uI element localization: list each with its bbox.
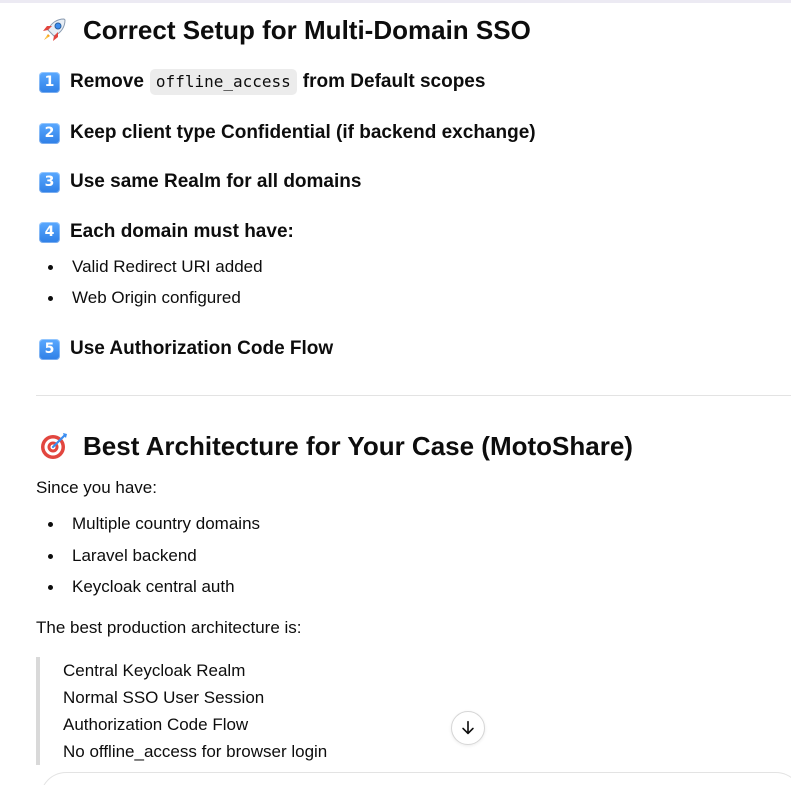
quote-line: Central Keycloak Realm — [63, 661, 246, 680]
section-title-text: Best Architecture for Your Case (MotoShare) — [83, 431, 633, 461]
step-2-text: Keep client type Confidential (if backend exchange) — [70, 122, 536, 143]
keycap-5-icon: 5 — [39, 339, 60, 360]
arrow-down-icon — [459, 719, 477, 737]
scroll-to-bottom-button[interactable] — [451, 711, 485, 745]
step-4 — [39, 219, 294, 245]
rocket-icon — [39, 15, 69, 45]
keycap-1-icon: 1 — [39, 72, 60, 93]
section-heading-setup — [36, 14, 531, 46]
step-1-after: from Default scopes — [302, 71, 486, 92]
section-heading-architecture — [36, 430, 633, 462]
list-item: Web Origin configured — [36, 286, 263, 310]
section-title-text: Correct Setup for Multi-Domain SSO — [83, 15, 531, 45]
step-1 — [39, 69, 485, 95]
lead-text: The best production architecture is: — [36, 618, 302, 637]
list-item: Multiple country domains — [36, 512, 260, 536]
step-2 — [39, 120, 536, 146]
keycap-4-icon: 4 — [39, 222, 60, 243]
inline-code: offline_access — [150, 69, 297, 95]
step-3 — [39, 169, 361, 195]
list-item: Valid Redirect URI added — [36, 255, 263, 279]
intro-text: Since you have: — [36, 478, 157, 497]
bullseye-icon — [39, 431, 69, 461]
message-composer[interactable] — [40, 772, 791, 785]
step-5-text: Use Authorization Code Flow — [70, 338, 334, 359]
context-list — [36, 512, 260, 599]
quote-line: Normal SSO User Session — [63, 688, 265, 707]
keycap-3-icon: 3 — [39, 172, 60, 193]
step-1-before: Remove — [70, 71, 144, 92]
domain-requirements-list — [36, 255, 263, 310]
quote-line: No offline_access for browser login — [63, 742, 328, 761]
keycap-2-icon: 2 — [39, 123, 60, 144]
step-3-text: Use same Realm for all domains — [70, 171, 362, 192]
architecture-blockquote — [36, 657, 463, 765]
top-divider — [0, 0, 791, 3]
list-item: Laravel backend — [36, 544, 260, 568]
quote-line: Authorization Code Flow — [63, 715, 249, 734]
step-4-text: Each domain must have: — [70, 221, 294, 242]
list-item: Keycloak central auth — [36, 575, 260, 599]
section-divider — [36, 395, 791, 396]
step-5 — [39, 336, 333, 362]
